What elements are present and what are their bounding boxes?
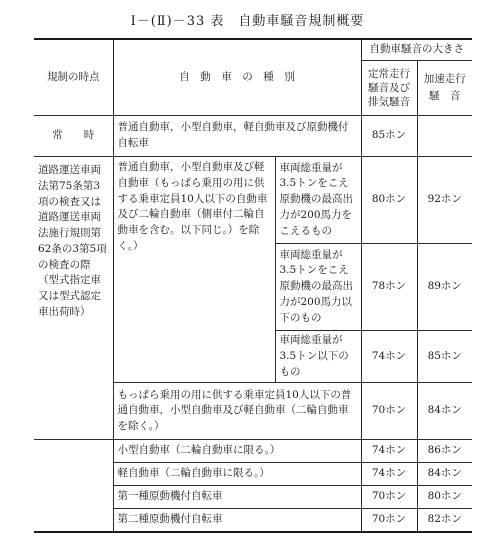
row-always-label: 常 時 <box>34 116 113 157</box>
row-always-steady: 85ホン <box>361 116 417 157</box>
sub1-accel: 92ホン <box>417 157 472 244</box>
header-accel: 加速走行騒 音 <box>417 61 472 116</box>
passenger-steady: 70ホン <box>361 383 417 440</box>
sub2-steady: 78ホン <box>361 244 417 331</box>
small2-steady: 74ホン <box>361 440 417 463</box>
header-steady: 定常走行騒音及び排気騒音 <box>361 61 417 116</box>
blank-cell <box>34 440 113 533</box>
moped1-type: 第一種原動機付自転車 <box>113 486 361 509</box>
row-always-type: 普通自動車，小型自動車，軽自動車及び原動機付自転車 <box>113 116 361 157</box>
table-row <box>34 440 472 463</box>
header-noise-group: 自動車騒音の大きさ <box>361 39 472 61</box>
light2-accel: 84ホン <box>417 463 472 486</box>
table-row <box>34 116 472 157</box>
moped2-type: 第二種原動機付自転車 <box>113 509 361 533</box>
row-always-accel <box>417 116 472 157</box>
small2-accel: 86ホン <box>417 440 472 463</box>
passenger-type: もっぱら乗用の用に供する乗車定員10人以下の普通自動車，小型自動車及び軽自動車（二輪自動車を除く。） <box>113 383 361 440</box>
moped2-steady: 70ホン <box>361 509 417 533</box>
sub3-condition: 車両総重量が3.5トン以下のもの <box>275 331 361 383</box>
noise-regulation-table <box>34 38 472 533</box>
header-timepoint: 規制の時点 <box>34 39 113 116</box>
sub2-accel: 89ホン <box>417 244 472 331</box>
moped1-accel: 80ホン <box>417 486 472 509</box>
moped2-accel: 82ホン <box>417 509 472 533</box>
table-title: Ⅰ－(Ⅱ)－33 表 自動車騒音規制概要 <box>130 14 365 29</box>
light2-type: 軽自動車（二輪自動車に限る。） <box>113 463 361 486</box>
header-row-1 <box>34 39 472 61</box>
light2-steady: 74ホン <box>361 463 417 486</box>
table-row <box>34 157 472 244</box>
sub1-steady: 80ホン <box>361 157 417 244</box>
sub3-accel: 85ホン <box>417 331 472 383</box>
header-vehicle-type: 自 動 車 の 種 別 <box>113 39 361 116</box>
small2-type: 小型自動車（二輪自動車に限る。） <box>113 440 361 463</box>
sub3-steady: 74ホン <box>361 331 417 383</box>
moped1-steady: 70ホン <box>361 486 417 509</box>
passenger-accel: 84ホン <box>417 383 472 440</box>
sub1-condition: 車両総重量が3.5トンをこえ原動機の最高出力が200馬力をこえるもの <box>275 157 361 244</box>
row-group-a-type: 普通自動車，小型自動車及び軽自動車（もっぱら乗用の用に供する乗車定員10人以下の自動車及び二輪自動車（側車付二輪自動車を含む。以下同じ。）を除く。） <box>113 157 275 383</box>
row-inspection-label: 道路運送車両法第75条第3項の検査又は道路運送車両法施行規則第62条の3第5項の検査の際（型式指定車又は型式認定車出荷時） <box>34 157 113 440</box>
sub2-condition: 車両総重量が3.5トンをこえ原動機の最高出力が200馬力以下のもの <box>275 244 361 331</box>
